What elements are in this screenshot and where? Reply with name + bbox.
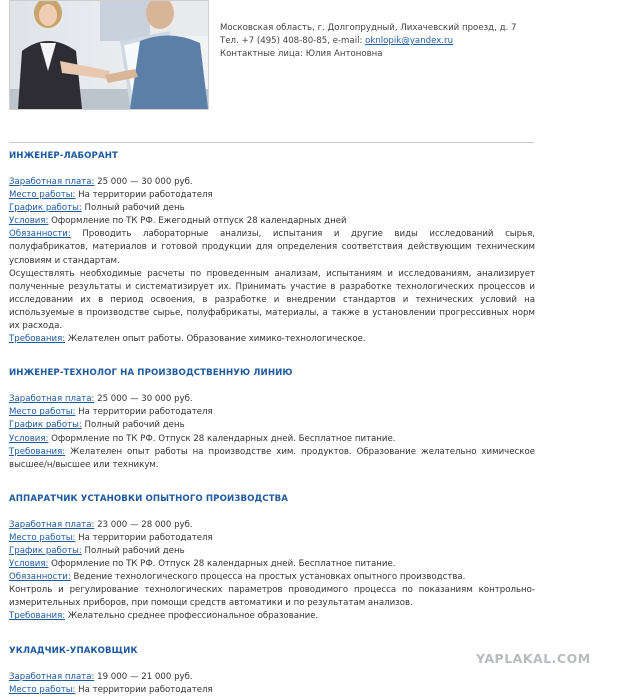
schedule-value: Полный рабочий день (81, 420, 185, 431)
place-value: На территории работодателя (75, 684, 213, 695)
requirements-label: Требования: (9, 334, 66, 345)
schedule-row (9, 202, 535, 215)
vacancy-title: ИНЖЕНЕР-ТЕХНОЛОГ НА ПРОИЗВОДСТВЕННУЮ ЛИНИЮ (9, 368, 293, 379)
schedule-label: График работы: (9, 545, 82, 556)
place-label: Место работы: (9, 684, 76, 695)
salary-row (9, 519, 535, 532)
duties-label: Обязанности: (9, 229, 71, 240)
office-photo (9, 0, 209, 110)
place-row (9, 406, 535, 419)
schedule-row (9, 545, 535, 558)
requirements-row (9, 333, 535, 346)
conditions-value: Оформление по ТК РФ. Ежегодный отпуск 28 календарных дней (48, 216, 347, 227)
duties-label: Обязанности: (9, 572, 71, 583)
duties-extra: Контроль и регулирование технологических параметров проводимого процесса по показаниям контрольно-измерительных приборов, при помощи средств автоматики и по результатам анализов. (9, 585, 535, 609)
requirements-value: Желателен опыт работы на производстве хим. продуктов. Образование желательно химическое высшее/н/высшее или техникум. (9, 446, 535, 470)
schedule-label: График работы: (9, 203, 82, 214)
place-row (9, 684, 535, 697)
contact-email-link[interactable]: oknlopik@yandex.ru (365, 36, 454, 46)
conditions-label: Условия: (9, 216, 49, 227)
duties-value: Ведение технологического процесса на простых установках опытного производства. (70, 572, 466, 583)
vacancy-item (9, 494, 535, 624)
salary-row (9, 671, 535, 684)
section-divider (9, 142, 534, 143)
vacancy-title: УКЛАДЧИК-УПАКОВЩИК (9, 645, 138, 656)
duties-value: Проводить лабораторные анализы, испытания и другие виды исследований сырья, полуфабрикатов, материалов и готовой продукции для определения соответствия действующим техническим условиям и стандартам. (9, 229, 535, 266)
contact-block (220, 22, 516, 61)
contact-address: Московская область, г. Долгопрудный, Лихачевский проезд, д. 7 (220, 23, 517, 33)
salary-label: Заработная плата: (9, 394, 95, 405)
salary-row (9, 393, 535, 406)
requirements-value: Желательно среднее профессиональное образование. (65, 611, 319, 622)
place-row (9, 189, 535, 202)
schedule-row (9, 419, 535, 432)
place-value: На территории работодателя (75, 190, 213, 201)
place-row (9, 532, 535, 545)
salary-label: Заработная плата: (9, 671, 95, 682)
salary-value: 25 000 — 30 000 руб. (94, 177, 193, 187)
requirements-label: Требования: (9, 611, 66, 622)
place-value: На территории работодателя (75, 407, 213, 418)
place-label: Место работы: (9, 190, 76, 201)
conditions-label: Условия: (9, 433, 49, 444)
salary-value: 19 000 — 21 000 руб. (94, 671, 193, 682)
conditions-row (9, 558, 535, 571)
salary-value: 25 000 — 30 000 руб. (94, 394, 193, 405)
conditions-value: Оформление по ТК РФ. Отпуск 28 календарных дней. Бесплатное питание. (48, 433, 396, 444)
vacancy-title: АППАРАТЧИК УСТАНОВКИ ОПЫТНОГО ПРОИЗВОДСТВА (9, 493, 289, 504)
contact-phone: Тел. +7 (495) 408-80-85, e-mail: (220, 36, 366, 46)
vacancy-item (9, 368, 535, 472)
contact-phone-line (220, 35, 516, 48)
vacancy-item (9, 151, 535, 346)
vacancy-title: ИНЖЕНЕР-ЛАБОРАНТ (9, 151, 118, 161)
schedule-value: Полный рабочий день (81, 203, 185, 214)
duties-row (9, 571, 535, 584)
vacancy-item (9, 646, 535, 697)
salary-label: Заработная плата: (9, 177, 95, 187)
place-value: На территории работодателя (75, 532, 213, 543)
duties-row (9, 228, 535, 267)
vacancy-list (9, 151, 535, 697)
salary-value: 23 000 — 28 000 руб. (94, 519, 193, 530)
site-watermark: YAPLAKAL.COM (476, 651, 591, 666)
conditions-label: Условия: (9, 559, 49, 570)
requirements-row (9, 610, 535, 623)
salary-label: Заработная плата: (9, 519, 95, 530)
contact-person: Контактные лица: Юлия Антоновна (220, 49, 383, 59)
duties-extra: Осуществлять необходимые расчеты по проведенным анализам, испытаниям и исследованиям, анализирует полученные результаты и систематизирует их. Принимать участие в разработке технологических процессов и исследовании их в период освоения, в разработке и внедрении стандартов и технических условий на используемые в производстве сырье, полуфабрикаты, материалы, а также в установлении прогрессивных норм их расхода. (9, 268, 535, 332)
requirements-value: Желателен опыт работы. Образование химико-технологическое. (65, 334, 366, 345)
requirements-row (9, 446, 535, 472)
place-label: Место работы: (9, 407, 76, 418)
schedule-value: Полный рабочий день (81, 545, 185, 556)
conditions-value: Оформление по ТК РФ. Отпуск 28 календарных дней. Бесплатное питание. (48, 559, 396, 570)
requirements-label: Требования: (9, 446, 66, 457)
salary-row (9, 176, 535, 189)
schedule-label: График работы: (9, 420, 82, 431)
conditions-row (9, 215, 535, 228)
place-label: Место работы: (9, 532, 76, 543)
conditions-row (9, 433, 535, 446)
